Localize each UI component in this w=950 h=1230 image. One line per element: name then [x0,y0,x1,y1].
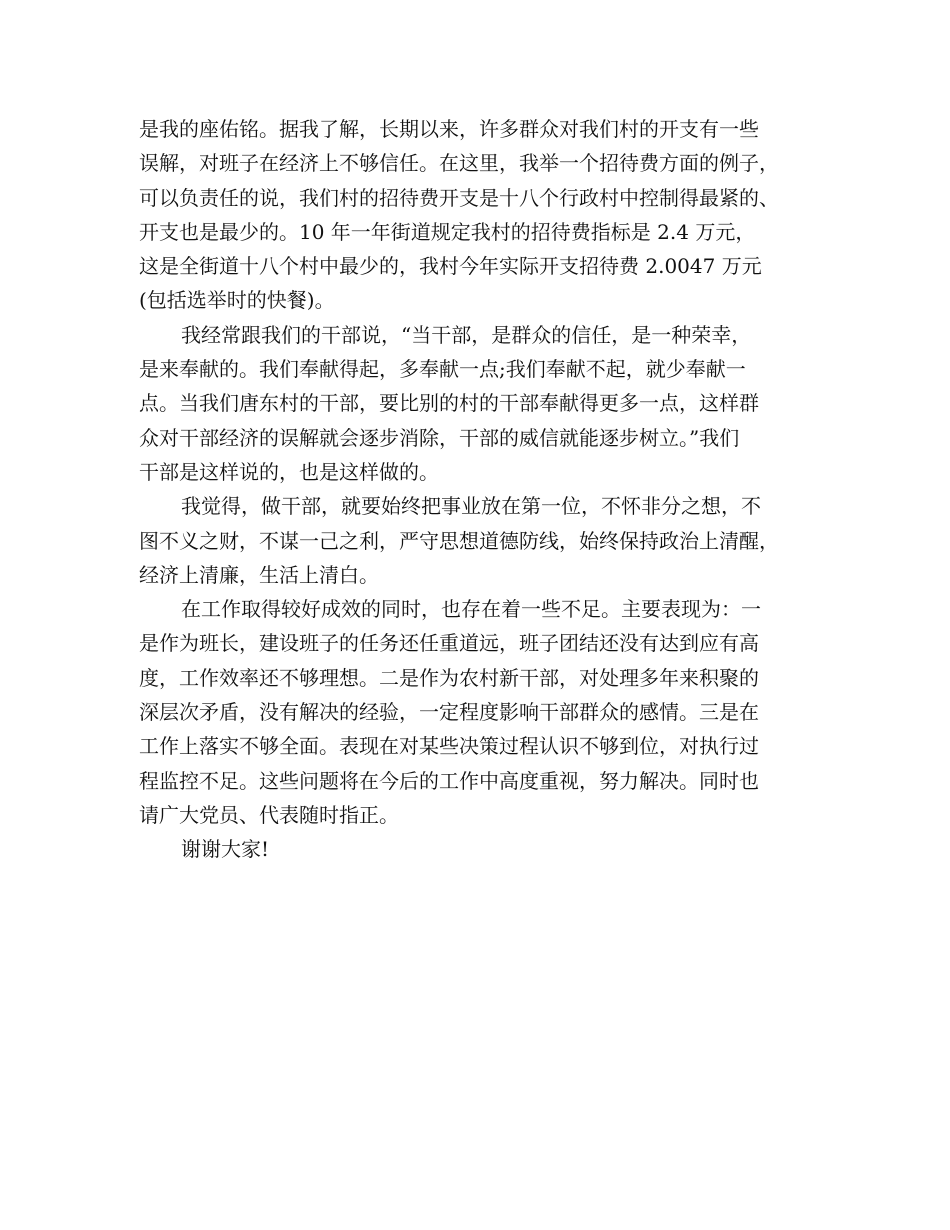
text-line: 是我的座佑铭。据我了解，长期以来，许多群众对我们村的开支有一些 [139,117,759,141]
paragraph-2 [139,318,819,489]
paragraph-1 [139,112,819,318]
text-line-indented: 我觉得，做干部，就要始终把事业放在第一位，不怀非分之想，不 [181,494,761,519]
text-line: 干部是这样说的，也是这样做的。 [139,459,439,484]
text-line: 可以负责任的说，我们村的招待费开支是十八个行政村中控制得最紧的、 [139,185,779,210]
paragraph-3 [139,489,819,592]
text-line: 误解，对班子在经济上不够信任。在这里，我举一个招待费方面的例子， [139,151,779,176]
text-line: 这是全街道十八个村中最少的，我村今年实际开支招待费 2.0047 万元 [139,254,762,279]
text-line: 工作上落实不够全面。表现在对某些决策过程认识不够到位，对执行过 [139,734,759,759]
text-line-indented: 我经常跟我们的干部说，“当干部，是群众的信任，是一种荣幸， [181,322,752,347]
text-line: 众对干部经济的误解就会逐步消除，干部的威信就能逐步树立。”我们 [139,425,740,450]
text-line: 请广大党员、代表随时指正。 [139,802,399,827]
text-line: (包括选举时的快餐)。 [139,288,335,313]
text-line: 图不义之财，不谋一己之利，严守思想道德防线，始终保持政治上清醒， [139,528,779,553]
text-line-indented: 谢谢大家! [181,837,270,862]
document-body [139,112,819,867]
paragraph-4 [139,592,819,832]
paragraph-closing [139,832,819,866]
text-line: 点。当我们唐东村的干部，要比别的村的干部奉献得更多一点，这样群 [139,391,759,416]
text-line: 深层次矛盾，没有解决的经验，一定程度影响干部群众的感情。三是在 [139,700,759,725]
text-line: 程监控不足。这些问题将在今后的工作中高度重视，努力解决。同时也 [139,768,759,793]
text-line: 开支也是最少的。10 年一年街道规定我村的招待费指标是 2.4 万元， [139,219,756,244]
text-line: 经济上清廉，生活上清白。 [139,562,379,587]
text-line-indented: 在工作取得较好成效的同时，也存在着一些不足。主要表现为：一 [181,597,761,622]
text-line: 是作为班长，建设班子的任务还任重道远，班子团结还没有达到应有高 [139,631,759,656]
text-line: 是来奉献的。我们奉献得起，多奉献一点;我们奉献不起，就少奉献一 [139,357,746,382]
text-line: 度，工作效率还不够理想。二是作为农村新干部，对处理多年来积聚的 [139,665,759,690]
